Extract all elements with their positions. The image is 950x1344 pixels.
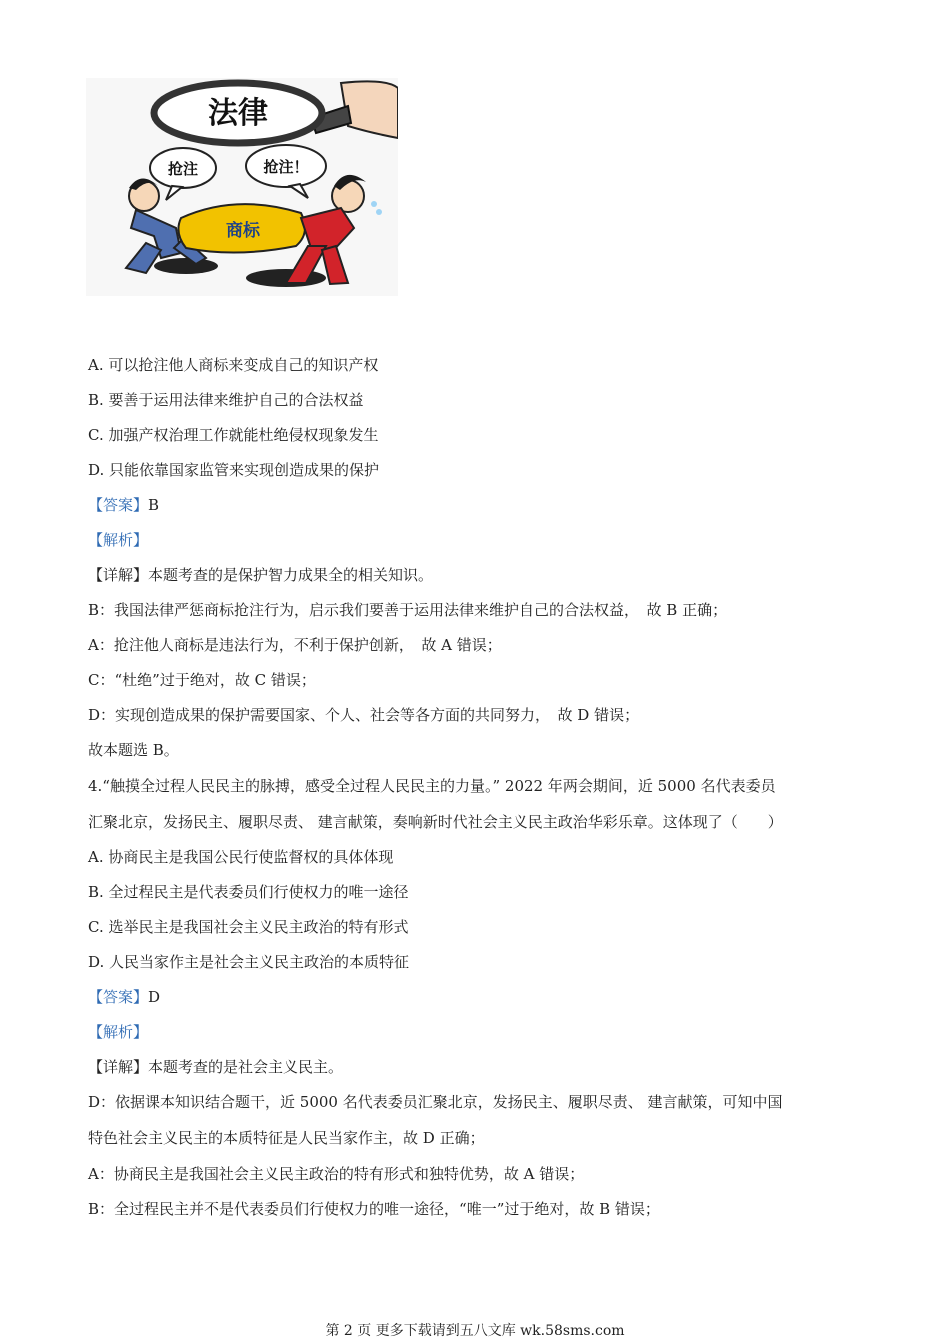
q4-option-d: D. 人民当家作主是社会主义民主政治的本质特征: [88, 953, 410, 971]
q4-stem-line: 4.“触摸全过程人民民主的脉搏，感受全过程人民民主的力量。” 2022 年两会期间，近 5000 名代表委员: [88, 777, 776, 795]
q3-detail-line: D：实现创造成果的保护需要国家、个人、社会等各方面的共同努力， 故 D 错误；: [88, 706, 640, 724]
trademark-illustration: [86, 78, 398, 296]
bubble-right-text: 抢注！: [263, 158, 309, 176]
q3-detail-line: B：我国法律严惩商标抢注行为，启示我们要善于运用法律来维护自己的合法权益， 故 B 正确；: [88, 601, 728, 619]
answer-tag: 【答案】: [88, 988, 149, 1006]
q4-option-c: C. 选举民主是我国社会主义民主政治的特有形式: [88, 918, 409, 936]
q3-detail-line: A：抢注他人商标是违法行为，不利于保护创新， 故 A 错误；: [88, 636, 502, 654]
q4-answer: [88, 987, 160, 1007]
magnifier-text: 法律: [208, 96, 268, 131]
q3-detail-line: 【详解】本题考查的是保护智力成果全的相关知识。: [88, 566, 434, 584]
q4-option-a: A. 协商民主是我国公民行使监督权的具体体现: [88, 848, 394, 866]
q4-analysis-tag: 【解析】: [88, 1023, 149, 1041]
bag-text: 商标: [226, 221, 260, 241]
q4-detail-line: 特色社会主义民主的本质特征是人民当家作主，故 D 正确；: [88, 1129, 485, 1147]
q3-answer: [88, 495, 159, 515]
q4-detail-line: 【详解】本题考查的是社会主义民主。: [88, 1058, 344, 1076]
q4-detail-line: A：协商民主是我国社会主义民主政治的特有形式和独特优势，故 A 错误；: [88, 1165, 585, 1183]
q4-detail-line: D：依据课本知识结合题干，近 5000 名代表委员汇聚北京，发扬民主、履职尽责、 建言献策，可知中国: [88, 1093, 783, 1111]
q3-option-a: A. 可以抢注他人商标来变成自己的知识产权: [88, 356, 379, 374]
answer-tag: 【答案】: [88, 496, 149, 514]
q4-option-b: B. 全过程民主是代表委员们行使权力的唯一途径: [88, 883, 409, 901]
q4-stem-line: 汇聚北京，发扬民主、履职尽责、 建言献策，奏响新时代社会主义民主政治华彩乐章。这体现了（ ）: [88, 813, 783, 831]
q3-option-b: B. 要善于运用法律来维护自己的合法权益: [88, 391, 364, 409]
q3-detail-line: 故本题选 B。: [88, 741, 179, 759]
answer-value: B: [148, 496, 160, 514]
q3-analysis-tag: 【解析】: [88, 531, 149, 549]
page-footer: 第 2 页 更多下载请到五八文库 wk.58sms.com: [325, 1323, 625, 1339]
q3-option-d: D. 只能依靠国家监管来实现创造成果的保护: [88, 461, 380, 479]
answer-value: D: [148, 988, 161, 1006]
q3-detail-line: C：“杜绝”过于绝对，故 C 错误；: [88, 671, 316, 689]
q4-detail-line: B：全过程民主并不是代表委员们行使权力的唯一途径，“唯一”过于绝对，故 B 错误；: [88, 1200, 660, 1218]
q3-option-c: C. 加强产权治理工作就能杜绝侵权现象发生: [88, 426, 379, 444]
bubble-left-text: 抢注: [167, 160, 199, 178]
